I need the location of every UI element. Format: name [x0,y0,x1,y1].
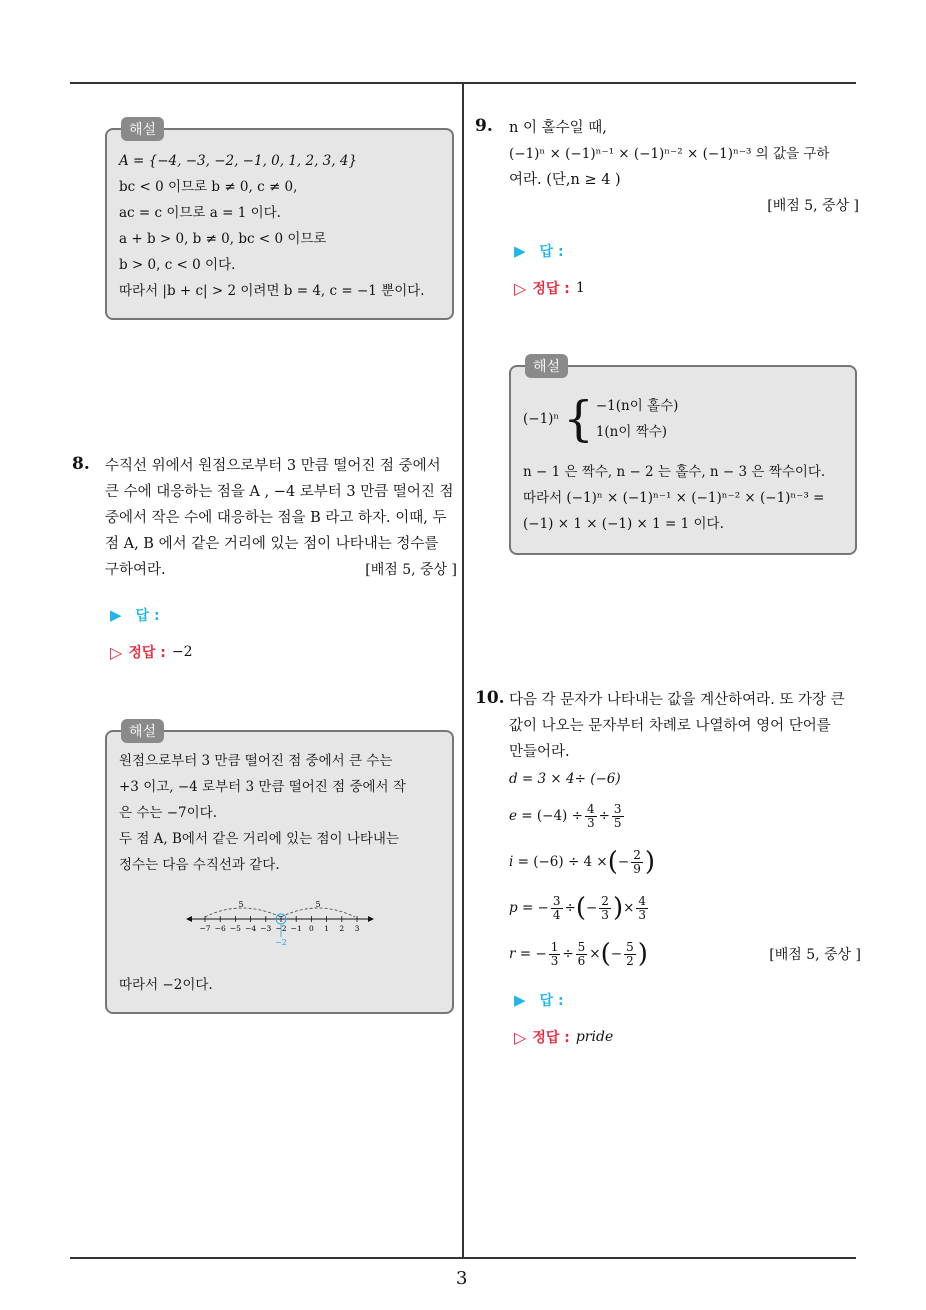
number-line-tick-label: −6 [214,924,226,933]
case-even: 1(n이 짝수) [595,424,668,440]
equation-i: i = (−6) ÷ 4 × ( − $\frac{2}{9}$ ) [509,847,656,877]
question-line: 큰 수에 대응하는 점을 A , −4 로부터 3 만큼 떨어진 점 [105,484,454,500]
number-line-tick-label: −4 [245,924,257,933]
solution-tag: 해설 [121,719,164,743]
bottom-rule [70,1257,856,1259]
solution-line: A = {−4, −3, −2, −1, 0, 1, 2, 3, 4} [119,153,358,169]
solution-line: +3 이고, −4 로부터 3 만큼 떨어진 점 중에서 작 [119,779,406,795]
correct-value: pride [575,1029,614,1045]
solution-line: 두 점 A, B에서 같은 거리에 있는 점이 나타내는 [119,831,399,847]
question-line: 점 A, B 에서 같은 거리에 있는 점이 나타내는 정수를 [105,536,439,552]
equation-p: p = − $\frac{3}{4}$ ÷ ( − $\frac{2}{3}$ ) × $\frac{4}{3}$ [509,893,647,923]
solution-box-7 [105,122,454,320]
score-label: [배점 5, 중상 ] [767,198,859,214]
question-line: (−1)ⁿ × (−1)ⁿ⁻¹ × (−1)ⁿ⁻² × (−1)ⁿ⁻³ 의 값을 구하 [509,146,830,162]
solution-line: 따라서 (−1)ⁿ × (−1)ⁿ⁻¹ × (−1)ⁿ⁻² × (−1)ⁿ⁻³ = [523,490,825,506]
answer-row-9[interactable] [514,241,564,261]
solution-line: bc < 0 이므로 b ≠ 0, c ≠ 0, [119,179,298,195]
solution-tag: 해설 [121,117,164,141]
score-label: [배점 5, 중상 ] [769,947,861,963]
number-line-tick-label: −1 [290,924,302,933]
arc-label-right: 5 [315,900,321,909]
answer-row-10[interactable] [514,990,564,1010]
outline-triangle-icon: ▷ [514,1027,527,1047]
correct-value: −2 [171,644,193,660]
question-line: 값이 나오는 문자부터 차례로 나열하여 영어 단어를 [509,718,831,734]
answer-label: 답 : [539,244,564,260]
play-triangle-icon: ▶ [110,606,122,624]
solution-line: (−1) × 1 × (−1) × 1 = 1 이다. [523,516,724,532]
solution-line: n − 1 은 짝수, n − 2 는 홀수, n − 3 은 짝수이다. [523,464,826,480]
solution-line: 따라서 |b + c| > 2 이려면 b = 4, c = −1 뿐이다. [119,283,425,299]
question-10-text [509,687,861,765]
question-line: 수직선 위에서 원점으로부터 3 만큼 떨어진 점 중에서 [105,458,441,474]
solution-line: ac = c 이므로 a = 1 이다. [119,205,281,221]
score-label: [배점 5, 중상 ] [365,562,457,578]
solution-line: 은 수는 −7이다. [119,805,217,821]
play-triangle-icon: ▶ [514,242,526,260]
number-line-tick-label: −5 [229,924,241,933]
solution-tag: 해설 [525,354,568,378]
case-lhs: (−1)ⁿ [523,411,560,427]
correct-answer-row-9 [514,278,585,298]
column-divider [462,84,464,1257]
number-line-tick-label: 0 [309,924,314,933]
page-number: 3 [456,1268,468,1289]
case-odd: −1(n이 홀수) [595,398,679,414]
arc-label-left: 5 [238,900,244,909]
answer-label: 답 : [539,993,564,1009]
correct-label: 정답 : [532,281,570,297]
equation-e: e = (−4) ÷ $\frac{4}{3}$ ÷ $\frac{3}{5}$ [509,801,622,830]
question-line: 여라. (단,n ≥ 4 ) [509,172,621,188]
play-triangle-icon: ▶ [514,991,526,1009]
answer-label: 답 : [135,608,160,624]
number-line-tick-label: −7 [199,924,211,933]
solution-line: 정수는 다음 수직선과 같다. [119,857,280,873]
question-9-text [509,115,859,219]
correct-value: 1 [575,280,585,296]
correct-label: 정답 : [128,645,166,661]
answer-row-8[interactable] [110,605,160,625]
equation-list [509,765,861,977]
solution-line: a + b > 0, b ≠ 0, bc < 0 이므로 [119,231,327,247]
solution-line: 원점으로부터 3 만큼 떨어진 점 중에서 큰 수는 [119,753,393,769]
question-line: 다음 각 문자가 나타내는 값을 계산하여라. 또 가장 큰 [509,692,845,708]
highlight-label: −2 [275,938,287,947]
solution-box-8 [105,724,454,1014]
number-line-tick-label: 1 [324,924,329,933]
question-line: n 이 홀수일 때, [509,120,607,136]
number-line-tick-label: −2 [275,924,287,933]
number-line-diagram [185,897,375,947]
question-number-10: 10. [475,688,505,708]
outline-triangle-icon: ▷ [110,642,123,662]
correct-answer-row-8 [110,642,192,662]
number-line-tick-label: 2 [339,924,345,933]
question-line: 중에서 작은 수에 대응하는 점을 B 라고 하자. 이때, 두 [105,510,447,526]
question-number-9: 9. [475,116,493,136]
solution-box-9 [509,359,857,555]
question-8-text [105,453,457,583]
question-line: 구하여라. [105,562,166,578]
solution-line: b > 0, c < 0 이다. [119,257,236,273]
equation-r: r = − $\frac{1}{3}$ ÷ $\frac{5}{6}$ × ( − $\frac{5}{2}$ ) [배점 5, 중상 ] [509,939,861,969]
correct-answer-row-10 [514,1027,613,1047]
equation-d: d = 3 × 4÷ (−6) [509,771,621,787]
solution-conclusion: 따라서 −2이다. [119,977,213,993]
question-line: 만들어라. [509,744,570,760]
correct-label: 정답 : [532,1030,570,1046]
outline-triangle-icon: ▷ [514,278,527,298]
question-number-8: 8. [72,454,90,474]
left-brace-icon: { [563,391,594,447]
number-line-tick-label: −3 [260,924,272,933]
number-line-tick-label: 3 [354,924,360,933]
